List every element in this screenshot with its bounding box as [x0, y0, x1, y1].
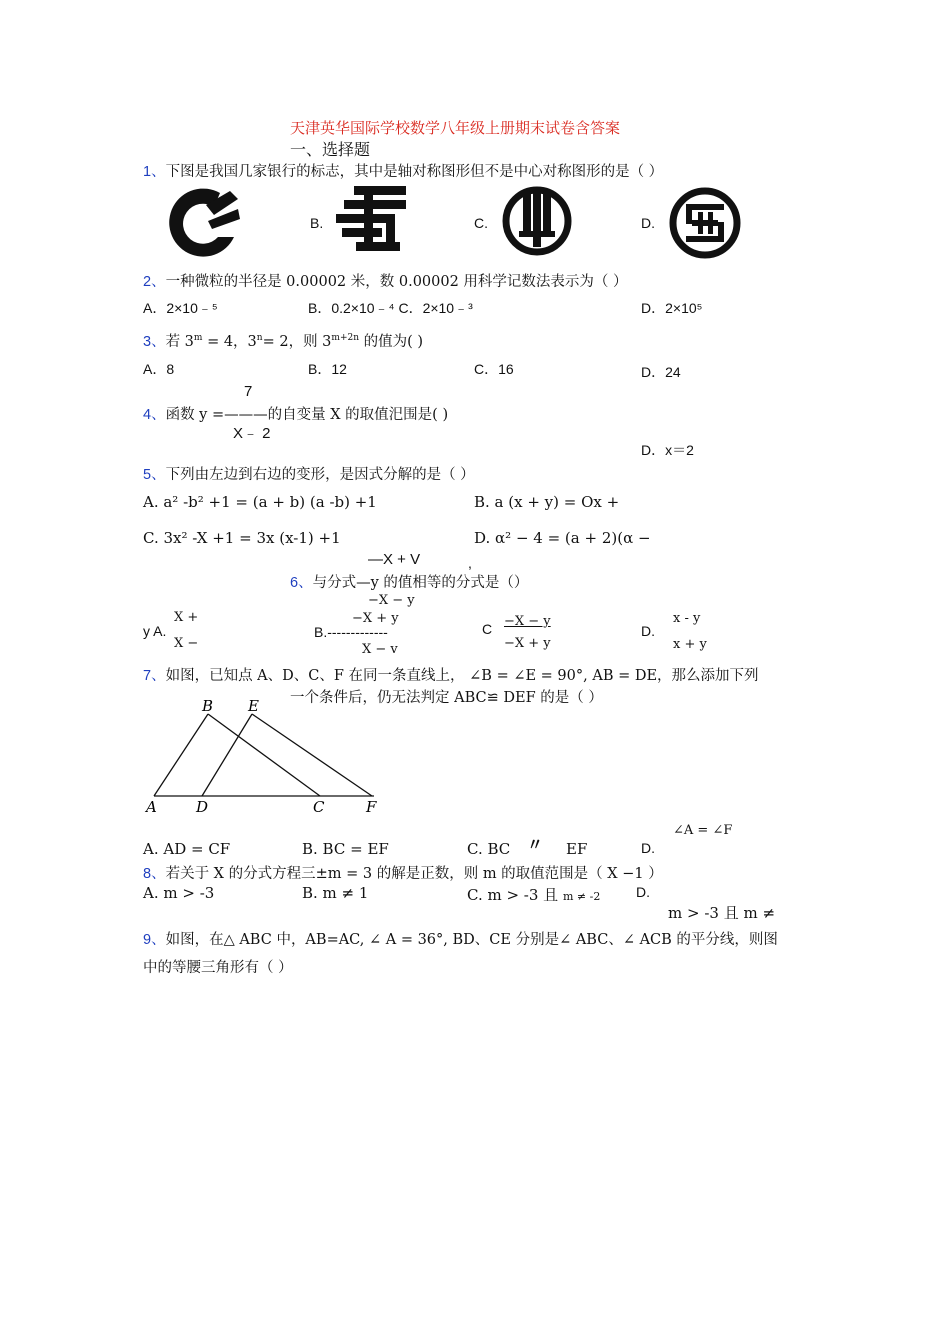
- question-number: 1、: [143, 164, 166, 180]
- triangles-figure: [140, 698, 390, 818]
- q6-c-top: −X − y: [504, 614, 551, 629]
- q4-option-d: D．x＝2: [641, 442, 694, 458]
- q5-option-d: D. α² − 4 = (a + 2)(α −: [474, 529, 651, 547]
- bank-logo-a-icon: [168, 185, 242, 257]
- section-heading: 一、选择题: [290, 140, 371, 159]
- q8-option-d: D.: [636, 884, 650, 900]
- q6-denominator: −X − y: [368, 593, 415, 608]
- point-label-c: C: [313, 798, 325, 816]
- q6-a-top: X +: [174, 610, 199, 625]
- q6-b-bottom: X − v: [362, 642, 398, 657]
- q6-d-top: x - y: [673, 611, 701, 626]
- q8-option-c-text: C. m > -3 且: [467, 886, 559, 904]
- bank-logo-c-icon: [501, 183, 573, 257]
- question-text: 若关于 X 的分式方程三±m = 3 的解是正数，则 m 的取值范围是（ X −1 ）: [165, 866, 663, 882]
- point-label-d: D: [196, 798, 209, 816]
- option-label-b: B.: [310, 215, 324, 231]
- q6-option-d: D.: [641, 623, 655, 639]
- q8-option-c-small: m ≠ -2: [562, 890, 601, 903]
- q7-option-b: B. BC = EF: [302, 840, 389, 858]
- question-text: 一种微粒的半径是 0.00002 米，数 0.00002 用科学记数法表示为（ ）: [165, 274, 628, 290]
- point-label-e: E: [248, 698, 259, 715]
- q6-option-a: y A.: [143, 623, 167, 639]
- q8-option-c: [467, 884, 600, 905]
- q3-option-a: A．8: [143, 361, 175, 377]
- exponent: m: [193, 333, 203, 344]
- bank-logo-d-icon: [668, 186, 742, 260]
- question-text-mid: = 4，3: [202, 334, 257, 350]
- question-text: 下图是我国几家银行的标志，其中是轴对称图形但不是中心对称图形的是（ ）: [165, 164, 664, 180]
- question-text: 函数 y =———的自变量 X 的取值汜围是( ): [165, 407, 449, 423]
- question-text: 如图，已知点 A、D、C、F 在同一条直线上， ∠B = ∠E = 90°, AB = DE，那么添加下列: [165, 668, 759, 684]
- q6-comma: ,: [468, 555, 472, 571]
- question-text: 下列由左边到右边的变形，是因式分解的是（ ）: [165, 467, 475, 483]
- q5-option-b: B. a (x + y) = Ox +: [474, 493, 620, 511]
- q7-option-c-end: EF: [566, 840, 588, 858]
- q8-option-b: B. m ≠ 1: [302, 884, 369, 902]
- q8-option-d-text: m > -3 且 m ≠: [668, 904, 776, 922]
- q3-option-b: B．12: [308, 361, 347, 377]
- question-number: 9、: [143, 932, 166, 948]
- question-7-line-2: 一个条件后，仍无法判定 ABC≌ DEF 的是（ ）: [290, 690, 603, 706]
- question-8: [143, 862, 663, 883]
- q7-option-c: C. BC: [467, 840, 511, 858]
- question-text: 与分式—y 的值相等的分式是（）: [312, 575, 529, 591]
- question-9-line-2: 中的等腰三角形有（ ）: [143, 960, 293, 976]
- q7-option-a: A. AD = CF: [143, 840, 231, 858]
- point-label-b: B: [202, 698, 214, 715]
- question-text: 如图，在△ ABC 中，AB=AC, ∠ A = 36°, BD、CE 分别是∠ ABC、∠ ACB 的平分线，则图: [165, 932, 778, 948]
- q7-d-text: ∠A = ∠F: [673, 823, 733, 838]
- q7-option-c-parallel: 〃: [527, 835, 544, 854]
- q8-option-a: A. m > -3: [143, 884, 215, 902]
- question-number: 5、: [143, 467, 166, 483]
- question-7: [143, 664, 759, 685]
- q2-option-bc: B．0.2×10﹣⁴ C．2×10﹣³: [308, 300, 473, 316]
- q7-option-d: D.: [641, 840, 655, 856]
- option-label-c: C.: [474, 215, 488, 231]
- bank-logo-b-icon: [334, 184, 410, 258]
- question-9: [143, 928, 778, 949]
- question-number: 3、: [143, 334, 166, 350]
- question-1: [143, 160, 663, 181]
- question-text-post: 的值为( ): [359, 334, 424, 350]
- question-text-pre: 若 3: [165, 334, 194, 350]
- question-6: [290, 571, 528, 592]
- question-4: [143, 403, 448, 424]
- question-text-mid: = 2，则 3: [262, 334, 332, 350]
- q4-numerator: 7: [244, 383, 253, 400]
- question-number: 7、: [143, 668, 166, 684]
- q2-option-d: D．2×10⁵: [641, 300, 703, 316]
- exponent: m+2n: [331, 333, 360, 344]
- question-number: 8、: [143, 866, 166, 882]
- q6-numerator: —X + V: [368, 551, 421, 568]
- question-number: 4、: [143, 407, 166, 423]
- point-label-f: F: [366, 798, 377, 816]
- option-label-d: D.: [641, 215, 655, 231]
- q5-option-a: A. a² -b² +1 = (a + b) (a -b) +1: [143, 493, 377, 511]
- q5-option-c: C. 3x² -X +1 = 3x (x-1) +1: [143, 529, 341, 547]
- q6-c-bottom: −X + y: [504, 636, 551, 651]
- point-label-a: A: [146, 798, 157, 816]
- q2-option-a: A．2×10﹣⁵: [143, 300, 218, 316]
- doc-title: 天津英华国际学校数学八年级上册期末试卷含答案: [290, 119, 621, 137]
- question-3: [143, 330, 423, 351]
- question-number: 2、: [143, 274, 166, 290]
- q3-option-d: D．24: [641, 364, 681, 380]
- q6-d-bottom: x + y: [673, 637, 707, 652]
- exponent: n: [256, 333, 263, 344]
- q4-denominator: X﹣ 2: [233, 425, 271, 442]
- question-2: [143, 270, 628, 291]
- q3-option-c: C．16: [474, 361, 514, 377]
- question-5: [143, 463, 475, 484]
- q6-a-bottom: X −: [174, 636, 199, 651]
- q6-option-c: C: [482, 621, 493, 637]
- q6-option-b: B.-------------: [314, 624, 388, 640]
- question-number: 6、: [290, 575, 313, 591]
- q6-b-top: −X + y: [352, 611, 399, 626]
